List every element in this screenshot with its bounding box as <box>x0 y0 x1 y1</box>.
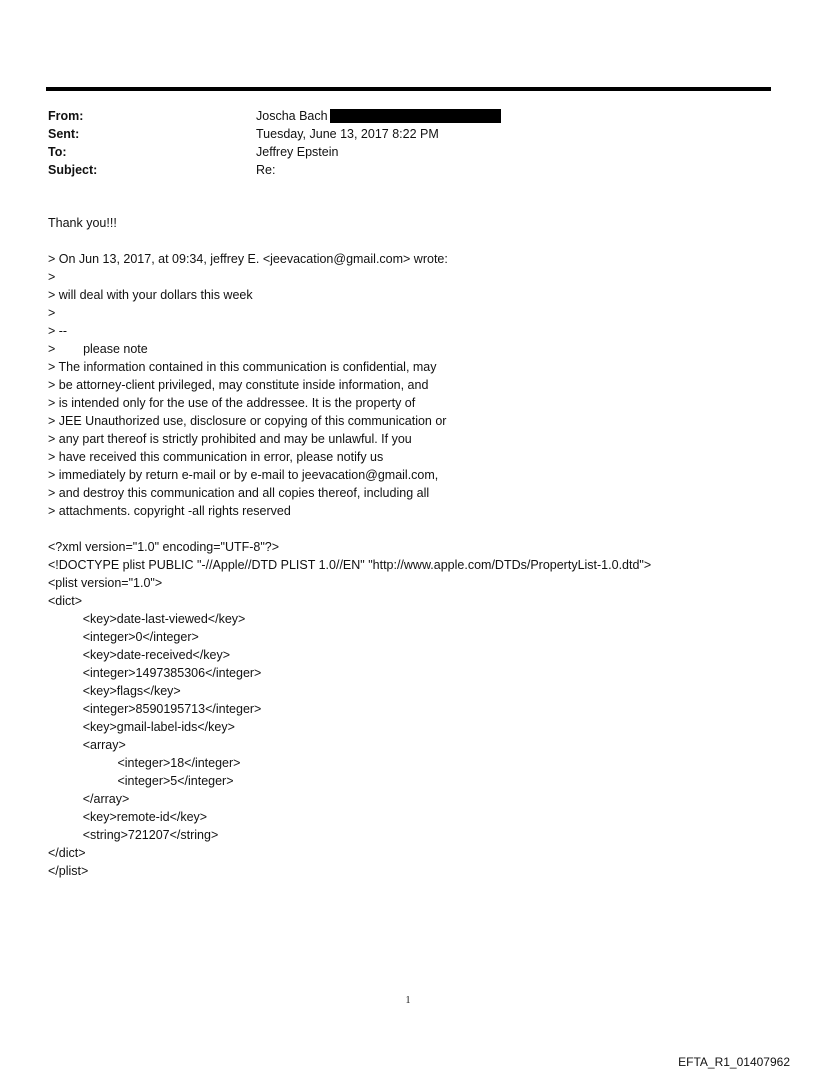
xml-line: <key>date-received</key> <box>48 648 231 662</box>
to-value: Jeffrey Epstein <box>256 145 339 159</box>
xml-line: <?xml version="1.0" encoding="UTF-8"?> <box>48 540 280 554</box>
sent-row <box>48 125 501 143</box>
xml-line: </dict> <box>48 846 86 860</box>
xml-line: <integer>8590195713</integer> <box>48 702 262 716</box>
spacer <box>48 232 651 250</box>
quoted-line: > On Jun 13, 2017, at 09:34, jeffrey E. <jeevacation@gmail.com> wrote: <box>48 252 448 266</box>
quoted-line: > and destroy this communication and all copies thereof, including all <box>48 486 430 500</box>
quoted-line: > <box>48 270 56 284</box>
xml-line: <dict> <box>48 594 83 608</box>
to-label: To: <box>48 145 67 159</box>
xml-line: <string>721207</string> <box>48 828 219 842</box>
email-header <box>48 107 501 179</box>
xml-line: <integer>5</integer> <box>48 774 234 788</box>
page-number: 1 <box>405 995 411 1006</box>
xml-line: <key>gmail-label-ids</key> <box>48 720 235 734</box>
xml-line: <!DOCTYPE plist PUBLIC "-//Apple//DTD PLIST 1.0//EN" "http://www.apple.com/DTDs/PropertyList-1.0.dtd"> <box>48 558 652 572</box>
from-value-wrap <box>256 107 501 125</box>
xml-line: <integer>0</integer> <box>48 630 199 644</box>
plist-xml <box>48 538 651 880</box>
xml-line: <integer>18</integer> <box>48 756 241 770</box>
quoted-line: > immediately by return e-mail or by e-mail to jeevacation@gmail.com, <box>48 468 439 482</box>
xml-line: <key>remote-id</key> <box>48 810 208 824</box>
xml-line: <array> <box>48 738 126 752</box>
xml-line: <plist version="1.0"> <box>48 576 163 590</box>
header-rule <box>46 87 771 91</box>
document-id: EFTA_R1_01407962 <box>678 1055 790 1069</box>
redaction-box <box>330 109 501 123</box>
sent-value: Tuesday, June 13, 2017 8:22 PM <box>256 127 439 141</box>
quoted-line: > any part thereof is strictly prohibited and may be unlawful. If you <box>48 432 412 446</box>
quoted-line: > <box>48 306 56 320</box>
quoted-line: > be attorney-client privileged, may constitute inside information, and <box>48 378 429 392</box>
greeting: Thank you!!! <box>48 216 117 230</box>
xml-line: </plist> <box>48 864 89 878</box>
quoted-line: > have received this communication in error, please notify us <box>48 450 384 464</box>
quoted-line: > The information contained in this communication is confidential, may <box>48 360 437 374</box>
to-row <box>48 143 501 161</box>
subject-label: Subject: <box>48 163 98 177</box>
from-value: Joscha Bach <box>256 109 328 123</box>
from-row <box>48 107 501 125</box>
xml-line: <key>date-last-viewed</key> <box>48 612 246 626</box>
email-body <box>48 214 651 880</box>
quoted-line: > JEE Unauthorized use, disclosure or copying of this communication or <box>48 414 447 428</box>
quoted-line: > will deal with your dollars this week <box>48 288 253 302</box>
quoted-message <box>48 250 651 520</box>
xml-line: <key>flags</key> <box>48 684 181 698</box>
sent-label: Sent: <box>48 127 80 141</box>
xml-line: <integer>1497385306</integer> <box>48 666 262 680</box>
from-label: From: <box>48 109 84 123</box>
subject-value: Re: <box>256 163 276 177</box>
quoted-line: > please note <box>48 342 148 356</box>
quoted-line: > -- <box>48 324 68 338</box>
xml-line: </array> <box>48 792 130 806</box>
subject-row <box>48 161 501 179</box>
quoted-line: > is intended only for the use of the addressee. It is the property of <box>48 396 416 410</box>
quoted-line: > attachments. copyright -all rights reserved <box>48 504 291 518</box>
spacer <box>48 520 651 538</box>
